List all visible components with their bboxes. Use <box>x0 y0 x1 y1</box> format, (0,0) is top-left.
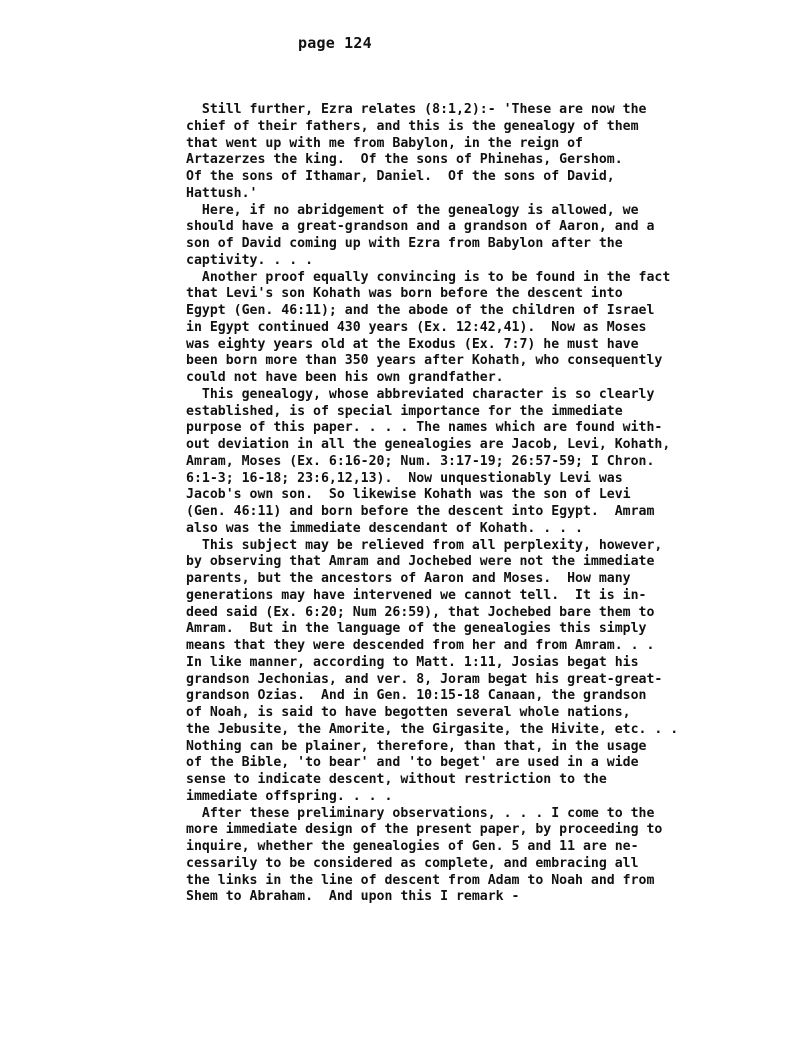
text-line: Artazerzes the king. Of the sons of Phinehas, Gershom. <box>186 152 623 168</box>
text-line: in Egypt continued 430 years (Ex. 12:42,41). Now as Moses <box>186 319 647 335</box>
text-line: Egypt (Gen. 46:11); and the abode of the children of Israel <box>186 303 655 318</box>
text-line: of the Bible, 'to bear' and 'to beget' are used in a wide <box>186 755 639 771</box>
text-line: This subject may be relieved from all perplexity, however, <box>186 537 663 553</box>
text-line: This genealogy, whose abbreviated character is so clearly <box>186 386 655 402</box>
text-line: Of the sons of Ithamar, Daniel. Of the sons of David, <box>186 169 615 184</box>
text-line: means that they were descended from her and from Amram. . . <box>186 638 655 653</box>
text-line: deed said (Ex. 6:20; Num 26:59), that Jochebed bare them to <box>186 604 655 620</box>
text-line: sense to indicate descent, without restriction to the <box>186 772 607 787</box>
text-line: out deviation in all the genealogies are Jacob, Levi, Kohath, <box>186 437 671 452</box>
text-line: son of David coming up with Ezra from Babylon after the <box>186 236 623 251</box>
text-line: cessarily to be considered as complete, and embracing all <box>186 855 639 871</box>
text-line: grandson Ozias. And in Gen. 10:15-18 Canaan, the grandson <box>186 688 647 704</box>
text-line: In like manner, according to Matt. 1:11, Josias begat his <box>186 654 639 670</box>
text-line: parents, but the ancestors of Aaron and Moses. How many <box>186 571 631 586</box>
text-line: (Gen. 46:11) and born before the descent into Egypt. Amram <box>186 504 655 519</box>
text-line: generations may have intervened we cannot tell. It is in- <box>186 587 647 603</box>
text-line: inquire, whether the genealogies of Gen. 5 and 11 are ne- <box>186 839 639 854</box>
text-line: Jacob's own son. So likewise Kohath was the son of Levi <box>186 487 631 503</box>
text-line: After these preliminary observations, . . . I come to the <box>186 805 655 821</box>
text-line: the Jebusite, the Amorite, the Girgasite, the Hivite, etc. . . <box>186 721 679 737</box>
text-line: more immediate design of the present paper, by proceeding to <box>186 822 663 838</box>
text-line: could not have been his own grandfather. <box>186 370 504 385</box>
text-line: the links in the line of descent from Adam to Noah and from <box>186 872 655 888</box>
text-line: Nothing can be plainer, therefore, than that, in the usage <box>186 738 647 754</box>
text-line: 6:1-3; 16-18; 23:6,12,13). Now unquestionably Levi was <box>186 470 623 486</box>
text-line: by observing that Amram and Jochebed were not the immediate <box>186 554 655 570</box>
text-line: purpose of this paper. . . . The names which are found with- <box>186 420 663 436</box>
text-line: Another proof equally convincing is to be found in the fact <box>186 269 671 285</box>
text-line: Shem to Abraham. And upon this I remark - <box>186 889 520 905</box>
text-line: immediate offspring. . . . <box>186 788 393 804</box>
text-line: that Levi's son Kohath was born before the descent into <box>186 286 623 302</box>
text-line: chief of their fathers, and this is the genealogy of them <box>186 118 639 134</box>
text-line: grandson Jechonias, and ver. 8, Joram begat his great-great- <box>186 671 663 687</box>
text-line: Here, if no abridgement of the genealogy is allowed, we <box>186 202 639 218</box>
text-line: was eighty years old at the Exodus (Ex. 7:7) he must have <box>186 336 639 352</box>
body-text <box>186 102 716 906</box>
text-line: should have a great-grandson and a grandson of Aaron, and a <box>186 219 655 235</box>
text-line: been born more than 350 years after Kohath, who consequently <box>186 353 663 369</box>
text-line: Still further, Ezra relates (8:1,2):- 'These are now the <box>186 102 647 117</box>
text-line: of Noah, is said to have begotten several whole nations, <box>186 705 631 720</box>
text-line: Amram. But in the language of the genealogies this simply <box>186 621 647 637</box>
text-line: Hattush.' <box>186 185 258 201</box>
text-line: established, is of special importance for the immediate <box>186 403 623 419</box>
text-line: that went up with me from Babylon, in the reign of <box>186 135 583 151</box>
text-line: captivity. . . . <box>186 252 314 268</box>
page-number-header: page 124 <box>298 34 372 52</box>
text-line: Amram, Moses (Ex. 6:16-20; Num. 3:17-19; 26:57-59; I Chron. <box>186 453 655 469</box>
text-line: also was the immediate descendant of Kohath. . . . <box>186 520 583 536</box>
